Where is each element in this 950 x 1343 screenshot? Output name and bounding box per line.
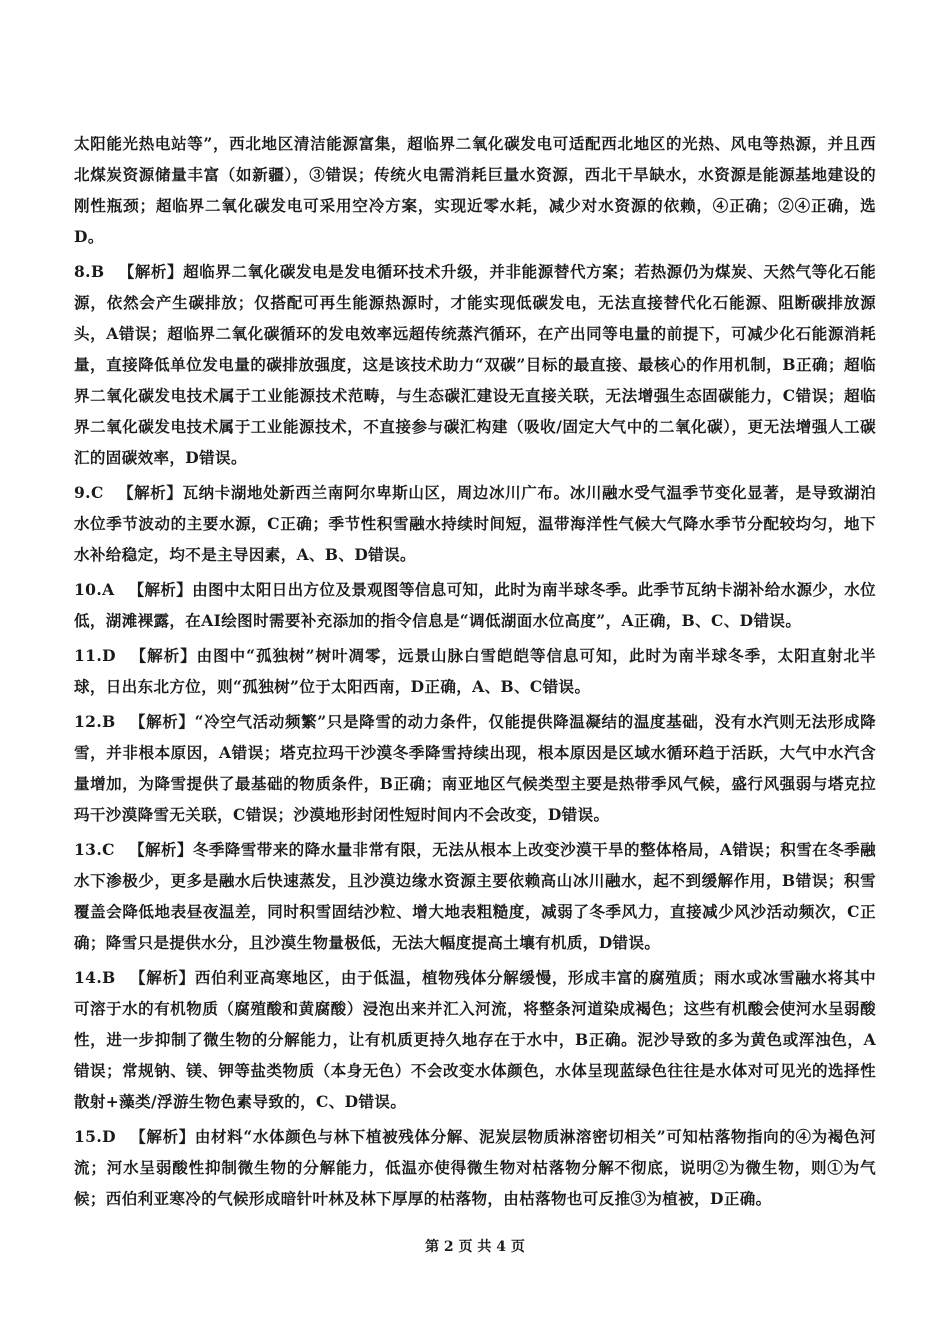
paragraph-text: 西伯利亚高寒地区，由于低温，植物残体分解缓慢，形成丰富的腐殖质；雨水或冰雪融水将其中可溶于水的有机物质（腐殖酸和黄腐酸）浸泡出来并汇入河流，将整条河道染成褐色；这些有机酸会使河水呈弱酸性，进一步抑制了微生物的分解能力，让有机质更持久地存在于水中，B正确。泥沙导致的多为黄色或浑浊色，A错误；常规钠、镁、钾等盐类物质（本身无色）不会改变水体颜色，水体呈现蓝绿色往往是水体对可见光的选择性散射+藻类/浮游生物色素导致的，C、D错误。 <box>74 968 876 1111</box>
paragraph-text: 瓦纳卡湖地处新西兰南阿尔卑斯山区，周边冰川广布。冰川融水受气温季节变化显著，是导致湖泊水位季节波动的主要水源，C正确；季节性积雪融水持续时间短，温带海洋性气候大气降水季节分配较均匀，地下水补给稳定，均不是主导因素，A、B、D错误。 <box>74 483 877 564</box>
analysis-tag: 【解析】 <box>129 712 195 731</box>
analysis-tag: 【解析】 <box>130 1127 195 1146</box>
analysis-tag: 【解析】 <box>117 483 183 502</box>
question-number: 14.B <box>74 968 116 987</box>
answer-paragraph-q14 <box>74 962 876 1117</box>
paragraph-text: 超临界二氧化碳发电是发电循环技术升级，并非能源替代方案；若热源仍为煤炭、天然气等化石能源，依然会产生碳排放；仅搭配可再生能源热源时，才能实现低碳发电，无法直接替代化石能源、阻断碳排放源头，A错误；超临界二氧化碳循环的发电效率远超传统蒸汽循环，在产出同等电量的前提下，可减少化石能源消耗量，直接降低单位发电量的碳排放强度，这是该技术助力“双碳”目标的最直接、最核心的作用机制，B正确；超临界二氧化碳发电技术属于工业能源技术范畴，与生态碳汇建设无直接关联，无法增强生态固碳能力，C错误；超临界二氧化碳发电技术属于工业能源技术，不直接参与碳汇构建（吸收/固定大气中的二氧化碳），更无法增强人工碳汇的固碳效率，D错误。 <box>74 262 876 467</box>
question-number: 11.D <box>74 646 117 665</box>
question-number: 8.B <box>74 262 105 281</box>
answer-paragraph-q9 <box>74 477 876 570</box>
answer-paragraph-q8 <box>74 256 876 473</box>
paragraph-text: 由材料“水体颜色与林下植被残体分解、泥炭层物质淋溶密切相关”可知枯落物指向的④为褐色河流；河水呈弱酸性抑制微生物的分解能力，低温亦使得微生物对枯落物分解不彻底，说明②为微生物，则①为气候；西伯利亚寒冷的气候形成暗针叶林及林下厚厚的枯落物，由枯落物也可反推③为植被，D正确。 <box>74 1127 876 1208</box>
analysis-tag: 【解析】 <box>130 646 197 665</box>
question-number: 15.D <box>74 1127 117 1146</box>
question-number: 10.A <box>74 580 115 599</box>
analysis-tag: 【解析】 <box>128 840 193 859</box>
answer-paragraph-q11 <box>74 640 876 702</box>
paragraph-text: 由图中太阳日出方位及景观图等信息可知，此时为南半球冬季。此季节瓦纳卡湖补给水源少，水位低，湖滩裸露，在AI绘图时需要补充添加的指令信息是“调低湖面水位高度”，A正确，B、C、D错误。 <box>74 580 877 630</box>
paragraph-text: 太阳能光热电站等”，西北地区清洁能源富集，超临界二氧化碳发电可适配西北地区的光热、风电等热源，并且西北煤炭资源储量丰富（如新疆），③错误；传统火电需消耗巨量水资源，西北干旱缺水，水资源是能源基地建设的刚性瓶颈；超临界二氧化碳发电可采用空冷方案，实现近零水耗，减少对水资源的依赖，④正确；②④正确，选D。 <box>74 134 876 246</box>
answer-paragraph-q15 <box>74 1121 876 1214</box>
paragraph-text: “冷空气活动频繁”只是降雪的动力条件，仅能提供降温凝结的温度基础，没有水汽则无法形成降雪，并非根本原因，A错误；塔克拉玛干沙漠冬季降雪持续出现，根本原因是区域水循环趋于活跃，大气中水汽含量增加，为降雪提供了最基础的物质条件，B正确；南亚地区气候类型主要是热带季风气候，盛行风强弱与塔克拉玛干沙漠降雪无关联，C错误；沙漠地形封闭性短时间内不会改变，D错误。 <box>74 712 876 824</box>
analysis-tag: 【解析】 <box>118 262 184 281</box>
question-number: 12.B <box>74 712 116 731</box>
analysis-tag: 【解析】 <box>128 580 193 599</box>
paragraph-text: 冬季降雪带来的降水量非常有限，无法从根本上改变沙漠干旱的整体格局，A错误；积雪在冬季融水下渗极少，更多是融水后快速蒸发，且沙漠边缘水资源主要依赖高山冰川融水，起不到缓解作用，B错误；积雪覆盖会降低地表昼夜温差，同时积雪固结沙粒、增大地表粗糙度，减弱了冬季风力，直接减少风沙活动频次，C正确；降雪只是提供水分，且沙漠生物量极低，无法大幅度提高土壤有机质，D错误。 <box>74 840 876 952</box>
analysis-tag: 【解析】 <box>129 968 195 987</box>
paragraph-text: 由图中“孤独树”树叶凋零，远景山脉白雪皑皑等信息可知，此时为南半球冬季，太阳直射北半球，日出东北方位，则“孤独树”位于太阳西南，D正确，A、B、C错误。 <box>74 646 876 696</box>
question-number: 13.C <box>74 840 115 859</box>
answer-paragraph-q12 <box>74 706 876 830</box>
page-footer: 第 2 页 共 4 页 <box>425 1239 525 1255</box>
answer-paragraph-q13 <box>74 834 876 958</box>
question-number: 9.C <box>74 483 104 502</box>
answer-paragraph-q10 <box>74 574 876 636</box>
answer-paragraph-continuation <box>74 128 876 252</box>
